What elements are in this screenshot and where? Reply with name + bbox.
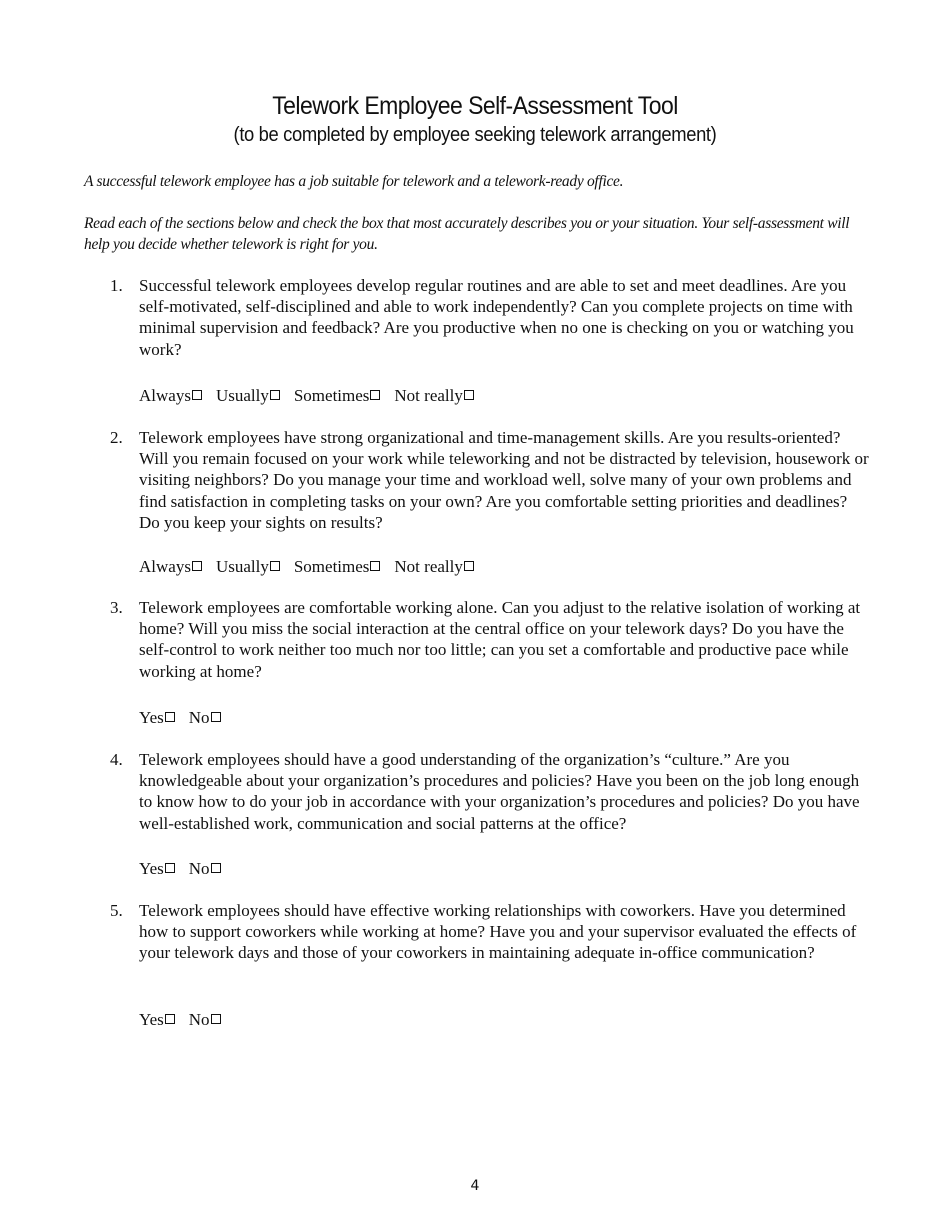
answer-options (139, 385, 474, 406)
checkbox[interactable] (211, 863, 221, 873)
option-label: Not really (394, 557, 463, 576)
option-label: Always (139, 386, 191, 405)
checkbox[interactable] (211, 712, 221, 722)
answer-options (139, 707, 221, 728)
option-yes[interactable] (139, 1009, 175, 1030)
checkbox[interactable] (464, 561, 474, 571)
option-label: Yes (139, 1010, 164, 1029)
checkbox[interactable] (165, 1014, 175, 1024)
question-text: Telework employees should have a good understanding of the organization’s “culture.” Are you knowledgeable about your organization’s procedures and policies? Have you been on the job long enough to know how to do your job in accordance with your organization’s procedures and policies? Do you have well-established work, communication and social patterns at the office? (139, 750, 860, 833)
option-label: Always (139, 557, 191, 576)
option-label: Yes (139, 708, 164, 727)
checkbox[interactable] (270, 390, 280, 400)
checkbox[interactable] (370, 390, 380, 400)
option-label: Usually (215, 386, 269, 405)
option-label: Sometimes (293, 386, 370, 405)
question-number: 1. (110, 276, 123, 295)
option-sometimes[interactable] (294, 556, 381, 577)
question-number: 5. (110, 901, 123, 920)
checkbox[interactable] (211, 1014, 221, 1024)
question-text: Successful telework employees develop regular routines and are able to set and meet deadlines. Are you self-motivated, self-disciplined and able to work independently? Can you complete projects on time with minimal supervision and feedback? Are you productive when no one is checking on you or watching you work? (139, 276, 854, 359)
checkbox[interactable] (165, 863, 175, 873)
checkbox[interactable] (370, 561, 380, 571)
option-always[interactable] (139, 385, 202, 406)
option-label: No (188, 1010, 210, 1029)
question-number: 4. (110, 750, 123, 769)
question-text: Telework employees are comfortable working alone. Can you adjust to the relative isolation of working at home? Will you miss the social interaction at the central office on your telework days? Do you have the self-control to work neither too much nor too little; can you set a comfortable and productive pace while working at home? (139, 598, 861, 681)
option-usually[interactable] (216, 385, 280, 406)
page-title: Telework Employee Self-Assessment Tool (272, 92, 678, 120)
option-no[interactable] (189, 707, 221, 728)
option-always[interactable] (139, 556, 202, 577)
option-usually[interactable] (216, 556, 280, 577)
checkbox[interactable] (192, 561, 202, 571)
page-subtitle: (to be completed by employee seeking telework arrangement) (233, 124, 717, 146)
option-label: No (188, 708, 210, 727)
checkbox[interactable] (192, 390, 202, 400)
answer-options (139, 858, 221, 879)
instructions-paragraph: Read each of the sections below and check the box that most accurately describes you or your situation. Your self-assessment will help you decide whether telework is right for you. (84, 215, 850, 253)
option-yes[interactable] (139, 858, 175, 879)
option-label: Sometimes (293, 557, 370, 576)
option-yes[interactable] (139, 707, 175, 728)
answer-options (139, 556, 474, 577)
option-no[interactable] (189, 858, 221, 879)
question-number: 2. (110, 428, 123, 447)
question-text: Telework employees have strong organizational and time-management skills. Are you results-oriented? Will you remain focused on your work while teleworking and not be distracted by television, housework or visiting neighbors? Do you manage your time and workload well, solve many of your own problems and find satisfaction in completing tasks on your own? Are you comfortable setting priorities and deadlines? Do you keep your sights on results? (139, 428, 869, 532)
option-sometimes[interactable] (294, 385, 381, 406)
option-label: Yes (139, 859, 164, 878)
checkbox[interactable] (464, 390, 474, 400)
option-label: Not really (394, 386, 463, 405)
page-number: 4 (470, 1178, 480, 1194)
checkbox[interactable] (270, 561, 280, 571)
option-label: Usually (215, 557, 269, 576)
checkbox[interactable] (165, 712, 175, 722)
option-not-really[interactable] (394, 556, 473, 577)
intro-paragraph: A successful telework employee has a job suitable for telework and a telework-ready office. (84, 173, 624, 190)
option-label: No (188, 859, 210, 878)
answer-options (139, 1009, 221, 1030)
question-text: Telework employees should have effective working relationships with coworkers. Have you determined how to support coworkers while working at home? Have you and your supervisor evaluated the effects of your telework days and those of your coworkers in maintaining adequate in-office communication? (139, 901, 857, 963)
question-number: 3. (110, 598, 123, 617)
option-no[interactable] (189, 1009, 221, 1030)
option-not-really[interactable] (394, 385, 473, 406)
